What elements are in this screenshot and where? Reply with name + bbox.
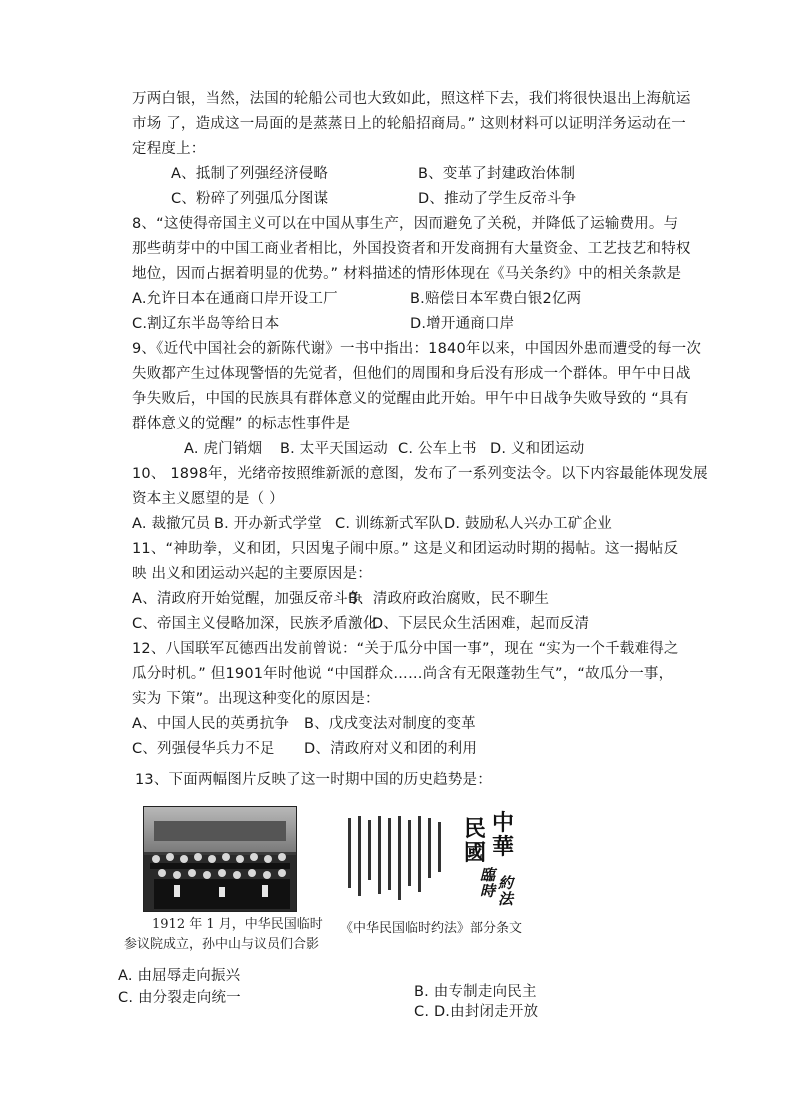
q9-text-line3: 争失败后，中国的民族具有群体意义的觉醒由此开始。甲午中日战争失败导致的 “具有 [132, 391, 689, 407]
document-text-columns [340, 812, 460, 912]
q10-text-line1: 10、 1898年，光绪帝按照维新派的意图，发布了一系列变法令。以下内容最能体现发展 [132, 466, 708, 482]
q11-option-d: D、下层民众生活困难，起而反清 [372, 616, 590, 632]
q9-text-line2: 失败都产生过体现警悟的先觉者，但他们的周围和身后没有形成一个群体。甲午中日战 [132, 366, 691, 382]
q13-option-a: A. 由屈辱走向振兴 [118, 968, 241, 984]
q9-option-a: A. 虎门销烟 [184, 441, 263, 457]
q8-text-line3: 地位，因而占据着明显的优势。” 材料描述的情形体现在《马关条约》中的相关条款是 [132, 266, 682, 282]
q11-option-a: A、清政府开始觉醒，加强反帝斗争 [132, 591, 363, 607]
q10-option-d: D. 鼓励私人兴办工矿企业 [444, 516, 612, 532]
doc-title-char-4: 國 [464, 840, 487, 866]
doc-title-char-7: 約 [498, 874, 514, 892]
q12-text-line1: 12、八国联军瓦德西出发前曾说：“关于瓜分中国一事”，现在 “实为一个千载难得之 [132, 641, 679, 657]
q11-option-b: B、清政府政治腐败，民不聊生 [348, 591, 550, 607]
q9-option-d: D. 义和团运动 [490, 441, 585, 457]
q9-text-line4: 群体意义的觉醒” 的标志性事件是 [132, 416, 351, 432]
q9-text-line1: 9、《近代中国社会的新陈代谢》一书中指出：1840年以来，中国因外患而遭受的每一次 [132, 341, 702, 357]
q11-text-line1: 11、“神助拳，义和团，只因鬼子闹中原。” 这是义和团运动时期的揭帖。这一揭帖反 [132, 541, 679, 557]
q8-option-c: C.割辽东半岛等给日本 [132, 316, 280, 332]
photo-caption-line1: 1912 年 1 月，中华民国临时 [152, 917, 323, 932]
q7-option-c: C、粉碎了列强瓜分图谋 [171, 191, 329, 207]
q8-option-a: A.允许日本在通商口岸开设工厂 [132, 291, 338, 307]
q12-text-line2: 瓜分时机。” 但1901年时他说 “中国群众……尚含有无限蓬勃生气”，“故瓜分一事， [132, 666, 674, 682]
group-photo [143, 806, 297, 912]
q12-option-d: D、清政府对义和团的利用 [304, 741, 478, 757]
q7-option-a: A、抵制了列强经济侵略 [171, 166, 329, 182]
constitution-document [340, 806, 520, 912]
q8-text-line1: 8、“这使得帝国主义可以在中国从事生产，因而避免了关税，并降低了运输费用。与 [132, 216, 679, 232]
photo-caption-line2: 参议院成立，孙中山与议员们合影 [124, 937, 320, 952]
photo-figures [144, 807, 296, 911]
q7-option-b: B、变革了封建政治体制 [418, 166, 576, 182]
q9-option-c: C. 公车上书 [398, 441, 477, 457]
q11-text-line2: 映 出义和团运动兴起的主要原因是： [132, 566, 373, 582]
q12-option-b: B、戊戌变法对制度的变革 [304, 716, 476, 732]
q7-option-d: D、推动了学生反帝斗争 [418, 191, 577, 207]
q12-text-line3: 实为 下策”。出现这种变化的原因是： [132, 691, 380, 707]
q13-option-b: B. 由专制走向民主 [414, 984, 537, 1000]
doc-title-char-2: 華 [492, 834, 515, 860]
q7-text-line1: 万两白银，当然，法国的轮船公司也大致如此，照这样下去，我们将很快退出上海航运 [132, 91, 691, 107]
q9-option-b: B. 太平天国运动 [280, 441, 388, 457]
q13-option-d: C. D.由封闭走开放 [414, 1004, 539, 1020]
doc-title-char-3: 民 [464, 816, 487, 842]
doc-title-char-5: 臨 [480, 866, 496, 884]
q8-option-d: D.增开通商口岸 [410, 316, 515, 332]
doc-title-char-8: 法 [498, 890, 514, 908]
q11-option-c: C、帝国主义侵略加深，民族矛盾激化 [132, 616, 378, 632]
document-caption: 《中华民国临时约法》部分条文 [340, 921, 523, 936]
q8-text-line2: 那些萌芽中的中国工商业者相比，外国投资者和开发商拥有大量资金、工艺技艺和特权 [132, 241, 691, 257]
q10-option-b: B. 开办新式学堂 [214, 516, 322, 532]
q10-text-line2: 资本主义愿望的是（ ） [132, 491, 284, 507]
q10-option-c: C. 训练新式军队 [335, 516, 444, 532]
q7-text-line2: 市场 了，造成这一局面的是蒸蒸日上的轮船招商局。” 这则材料可以证明洋务运动在一 [132, 116, 686, 132]
doc-title-char-6: 時 [480, 882, 496, 900]
q12-option-a: A、中国人民的英勇抗争 [132, 716, 290, 732]
q12-option-c: C、列强侵华兵力不足 [132, 741, 275, 757]
q7-text-line3: 定程度上： [132, 141, 206, 157]
q8-option-b: B.赔偿日本军费白银2亿两 [410, 291, 582, 307]
doc-title-char-1: 中 [492, 810, 515, 836]
q10-option-a: A. 裁撤冗员 [132, 516, 211, 532]
q13-text-line1: 13、下面两幅图片反映了这一时期中国的历史趋势是： [135, 772, 492, 788]
q13-option-c: C. 由分裂走向统一 [118, 990, 241, 1006]
